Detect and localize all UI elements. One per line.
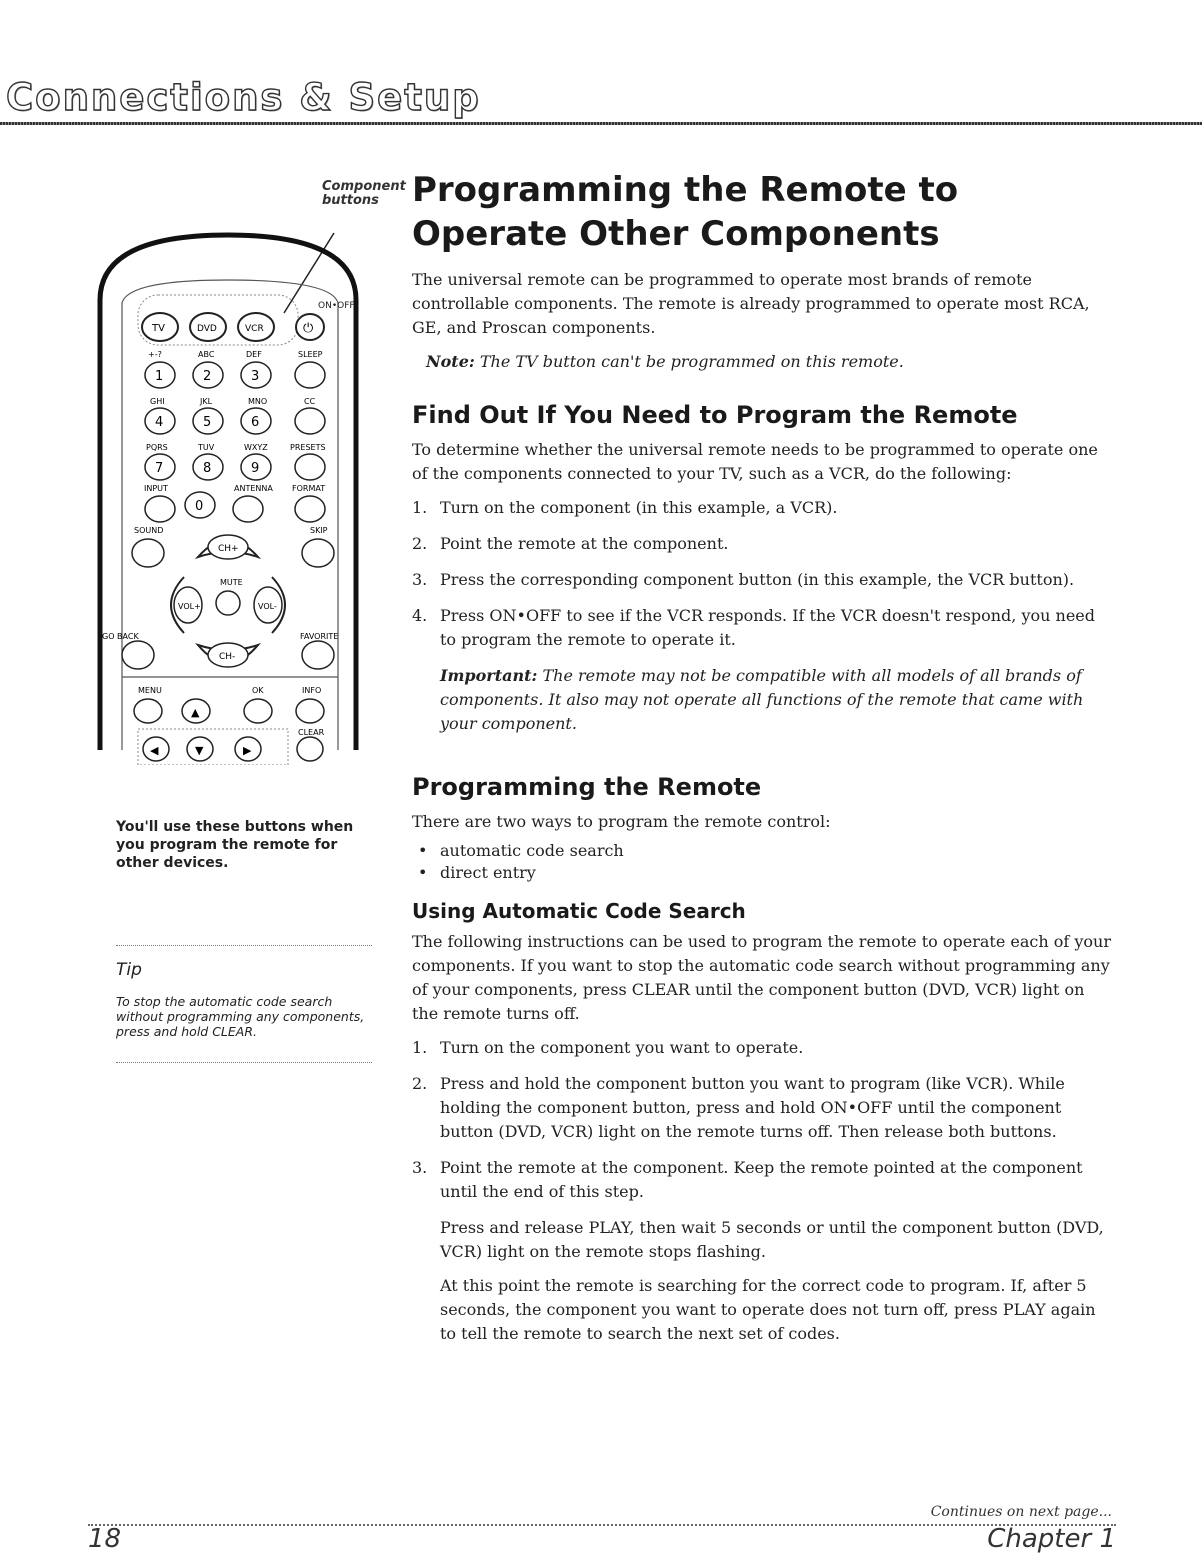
tip-bottom-rule [116,1062,372,1063]
header-rule [0,122,1202,125]
key-1-button[interactable] [145,362,175,388]
ch-down-label: CH- [219,652,236,662]
on-off-button[interactable] [296,314,324,340]
go-back-button[interactable] [122,641,154,669]
mute-label: MUTE [220,578,243,587]
page-number: 18 [88,1524,122,1554]
main-content [412,168,1112,1356]
key-3-button[interactable] [241,362,271,388]
figure-caption: You'll use these buttons when you program the remote for other devices. [116,819,354,871]
menu-button[interactable] [134,699,162,723]
key-8-button[interactable] [193,454,223,480]
vol-up-label: VOL+ [178,602,201,611]
format-label: FORMAT [292,484,326,493]
input-label: INPUT [144,484,168,493]
step-number: 2. [412,534,428,553]
key-1-label: +-? [148,350,162,359]
important-text: The remote may not be compatible with all models of all brands of components. It also may not operate all functions of the remote that came with your component. [440,666,1084,733]
step-number: 3. [412,570,428,589]
ok-label: OK [252,686,264,695]
note-text: The TV button can't be programmed on this remote. [479,352,904,371]
remote-control-illustration [88,205,378,765]
key-7-label: PQRS [146,443,168,452]
key-4-digit: 4 [155,415,164,430]
go-back-label: GO BACK [102,632,139,641]
tip-label: Tip [116,960,142,980]
step-text: Press the corresponding component button (in this example, the VCR button). [440,570,1075,589]
tip-top-rule [116,945,372,946]
key-7-digit: 7 [155,461,164,476]
favorite-button[interactable] [302,641,334,669]
note-label: Note: [426,352,475,371]
section-programming-heading: Programming the Remote [412,773,762,801]
key-8-digit: 8 [203,461,212,476]
auto-search-steps [412,1036,1112,1204]
step-number: 3. [412,1158,428,1177]
key-0-button[interactable] [185,492,215,518]
key-7-button[interactable] [145,454,175,480]
step-number: 1. [412,1038,428,1057]
list-item [412,1036,1112,1060]
section-find-out-intro: To determine whether the universal remote needs to be programmed to operate one of the components connected to your TV, such as a VCR, do the following: [412,440,1098,483]
tip-text: To stop the automatic code search without programming any components, press and hold CLEAR. [116,994,365,1039]
key-2-label: ABC [198,350,215,359]
callout-label [322,179,406,208]
tv-button-label: TV [152,323,165,334]
keypad-row-3 [145,443,326,480]
key-6-button[interactable] [241,408,271,434]
key-1-digit: 1 [155,369,164,384]
sleep-button[interactable] [295,362,325,388]
key-5-button[interactable] [193,408,223,434]
antenna-label: ANTENNA [234,484,273,493]
important-label: Important: [440,666,538,685]
step3-paragraph-1: Press and release PLAY, then wait 5 seconds or until the component button (DVD, VCR) light on the remote stops flashing. [440,1218,1104,1261]
left-arrow-button[interactable] [143,737,169,761]
presets-button[interactable] [295,454,325,480]
key-2-digit: 2 [203,369,212,384]
up-arrow-button[interactable] [182,699,210,723]
section-auto-search-heading: Using Automatic Code Search [412,899,746,923]
sleep-label: SLEEP [298,350,323,359]
info-label: INFO [302,686,322,695]
input-button[interactable] [145,496,175,522]
find-out-steps [412,496,1112,652]
section-auto-search-intro: The following instructions can be used to program the remote to operate each of your components. If you want to stop the automatic code search without programming any of your components, press CLEAR until the component button (DVD, VCR) light on the remote turns off. [412,932,1111,1023]
step-text: Press ON•OFF to see if the VCR responds. If the VCR doesn't respond, you need to program the remote to operate it. [440,606,1095,649]
arrow-right-icon: ▶ [243,744,252,757]
vol-down-button[interactable] [254,577,285,633]
sound-button[interactable] [132,539,164,567]
clear-label: CLEAR [298,728,325,737]
step-text: Turn on the component you want to operate. [440,1038,804,1057]
list-item: • direct entry [412,862,1112,884]
section-header-title: Connections & Setup [6,76,481,119]
antenna-button[interactable] [233,496,263,522]
footer-rule [88,1524,1116,1526]
vcr-button[interactable] [238,313,274,341]
key-0-digit: 0 [195,499,204,514]
key-4-label: GHI [150,397,165,406]
arrow-left-icon: ◀ [150,744,159,757]
vcr-button-label: VCR [245,324,264,334]
key-3-label: DEF [246,350,262,359]
step-number: 2. [412,1074,428,1093]
ch-down-button[interactable] [198,643,258,667]
list-item [412,1156,1112,1204]
cc-label: CC [304,397,316,406]
list-item [412,532,1112,556]
step-number: 1. [412,498,428,517]
keypad-row-1 [145,350,325,388]
mute-button[interactable] [216,591,240,615]
key-5-label: JKL [200,397,213,406]
key-6-label: MNO [248,397,268,406]
ch-up-label: CH+ [218,544,239,554]
list-item [412,604,1112,652]
menu-label: MENU [138,686,162,695]
favorite-label: FAVORITE [300,632,339,641]
dvd-button-label: DVD [197,324,217,334]
list-item [412,496,1112,520]
step-number: 4. [412,606,428,625]
arrow-up-icon: ▲ [191,706,200,719]
step-text: Press and hold the component button you want to program (like VCR). While holding the component button, press and hold ON•OFF until the component button (DVD, VCR) light on the remote turns off. Then release both buttons. [440,1074,1065,1141]
section-programming-intro: There are two ways to program the remote control: [412,812,831,831]
key-9-label: WXYZ [244,443,268,452]
vol-up-button[interactable] [171,577,202,633]
key-4-button[interactable] [145,408,175,434]
format-button[interactable] [295,496,325,522]
keypad-row-2 [145,397,325,434]
skip-label: SKIP [310,526,328,535]
clear-button[interactable] [297,737,323,761]
sound-label: SOUND [134,526,164,535]
continues-note: Continues on next page... [930,1504,1112,1520]
tv-button[interactable] [142,313,178,341]
dvd-button[interactable] [190,313,226,341]
presets-label: PRESETS [290,443,326,452]
page-title: Programming the Remote to Operate Other Components [412,170,959,254]
section-find-out-heading: Find Out If You Need to Program the Remote [412,401,1018,429]
key-2-button[interactable] [193,362,223,388]
intro-paragraph: The universal remote can be programmed to operate most brands of remote controllable components. The remote is already programmed to operate most RCA, GE, and Proscan components. [412,270,1090,337]
list-item [412,568,1112,592]
programming-methods-list [412,840,1112,884]
key-6-digit: 6 [251,415,260,430]
info-button[interactable] [296,699,324,723]
down-arrow-button[interactable] [187,737,213,761]
chapter-label: Chapter 1 [987,1524,1116,1554]
key-9-button[interactable] [241,454,271,480]
ok-button[interactable] [244,699,272,723]
key-5-digit: 5 [203,415,212,430]
step3-paragraph-2: At this point the remote is searching for the correct code to program. If, after 5 seconds, the component you want to operate does not turn off, press PLAY again to tell the remote to search the next set of codes. [440,1276,1096,1343]
ch-up-button[interactable] [198,535,258,559]
step-text: Point the remote at the component. Keep the remote pointed at the component until the end of this step. [440,1158,1083,1201]
important-notice [440,664,1112,736]
power-icon: ⏻ [303,321,314,336]
step-text: Point the remote at the component. [440,534,729,553]
vol-down-label: VOL- [258,602,277,611]
key-3-digit: 3 [251,369,260,384]
on-off-label: ON•OFF [318,301,355,311]
step-text: Turn on the component (in this example, a VCR). [440,498,838,517]
callout-text: Component buttons [322,179,406,208]
list-item [412,1072,1112,1144]
key-9-digit: 9 [251,461,260,476]
arrow-down-icon: ▼ [195,744,204,757]
list-item: • automatic code search [412,840,1112,862]
key-8-label: TUV [198,443,215,452]
right-arrow-button[interactable] [235,737,261,761]
cc-button[interactable] [295,408,325,434]
note [426,350,1112,374]
skip-button[interactable] [302,539,334,567]
